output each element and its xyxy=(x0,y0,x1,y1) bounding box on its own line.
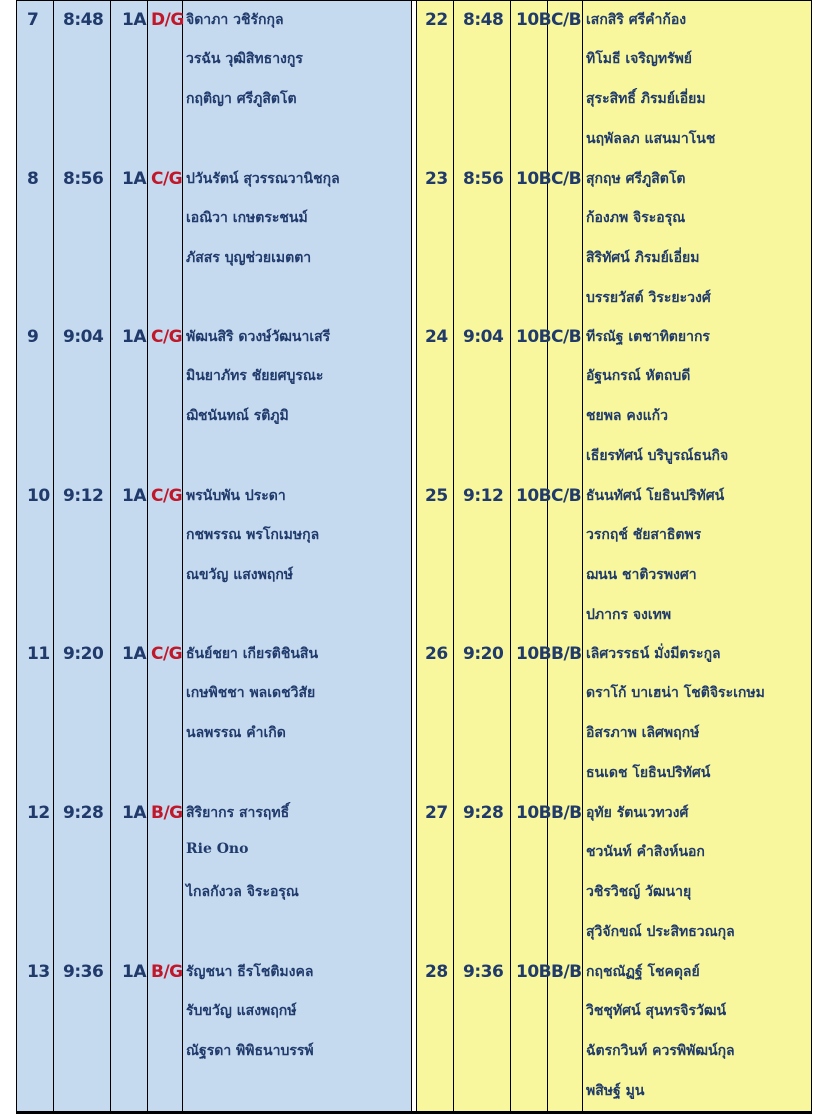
player-name: วรฉัน วุฒิสิทธางกูร xyxy=(186,51,303,67)
category-code: C/G xyxy=(151,485,183,506)
start-hole-cell xyxy=(111,477,148,636)
group-number-cell xyxy=(17,635,54,794)
tee-time-cell xyxy=(454,953,511,1112)
player-name: นลพรรณ คำเกิด xyxy=(186,725,286,742)
player-name: ณัฐรดา พิพิธนาบรรพ์ xyxy=(186,1042,314,1059)
category-code: C/B xyxy=(551,485,582,506)
player-name: ทีรณัฐ เตชาทิตยากร xyxy=(586,329,710,346)
start-hole: 1A xyxy=(122,168,146,189)
start-hole: 1A xyxy=(122,961,146,982)
category-code-cell xyxy=(548,1,583,160)
player-name: รัญชนา ธีรโชติมงคล xyxy=(186,963,314,980)
player-name: พสิษฐ์ มูน xyxy=(586,1082,645,1099)
player-name: ปภากร จงเทพ xyxy=(586,606,672,623)
category-code-cell xyxy=(148,1,183,160)
tee-time-schedule xyxy=(16,0,812,1114)
tee-time: 8:48 xyxy=(463,10,504,30)
tee-time-cell xyxy=(454,1,511,160)
group-number: 28 xyxy=(425,961,448,982)
player-name: นฤพัลลภ แสนมาโนช xyxy=(586,131,716,147)
start-hole-cell xyxy=(511,318,552,477)
category-code: B/G xyxy=(151,961,183,982)
category-code-cell xyxy=(148,318,183,477)
tee-time: 9:28 xyxy=(63,803,104,823)
player-name: ไกลกังวล จิระอรุณ xyxy=(186,884,299,900)
start-hole: 10B xyxy=(516,961,552,982)
tee-time-cell xyxy=(454,635,511,794)
group-number-cell xyxy=(417,1,454,160)
category-code: C/B xyxy=(551,168,582,189)
start-hole-cell xyxy=(111,1,148,160)
tee-time: 9:12 xyxy=(63,485,104,506)
category-code: C/B xyxy=(551,10,582,30)
start-hole: 10B xyxy=(516,10,552,30)
left-group-panel xyxy=(16,953,412,1112)
start-hole-cell xyxy=(511,477,552,636)
category-code: C/G xyxy=(151,327,183,348)
tee-time: 9:04 xyxy=(63,327,104,348)
tee-time-cell xyxy=(54,794,111,953)
group-number-cell xyxy=(17,477,54,636)
start-hole: 10B xyxy=(516,644,552,665)
tee-time: 9:36 xyxy=(463,961,504,982)
group-number: 22 xyxy=(425,10,448,30)
category-code-cell xyxy=(148,635,183,794)
left-group-panel xyxy=(16,160,412,319)
player-name: อัฐนกรณ์ หัตถบดี xyxy=(586,368,691,385)
category-code-cell xyxy=(548,160,583,319)
left-group-panel xyxy=(16,635,412,794)
start-hole: 1A xyxy=(122,644,146,665)
category-code-cell xyxy=(548,953,583,1112)
group-number-cell xyxy=(417,953,454,1112)
player-name: สุระสิทธิ์ ภิรมย์เอี่ยม xyxy=(586,91,706,107)
player-name: อุทัย รัตนเวทวงศ์ xyxy=(586,805,689,821)
player-name: วรกฤช์ ชัยสาธิตพร xyxy=(586,526,702,543)
group-number-cell xyxy=(17,318,54,477)
player-name: ชยพล คงแก้ว xyxy=(586,408,668,425)
category-code-cell xyxy=(148,794,183,953)
tee-time-cell xyxy=(454,477,511,636)
category-code-cell xyxy=(548,477,583,636)
category-code: D/G xyxy=(151,10,184,30)
right-group-panel xyxy=(416,794,812,953)
group-number-cell xyxy=(17,794,54,953)
tee-time-cell xyxy=(454,794,511,953)
start-hole-cell xyxy=(511,794,552,953)
group-number: 8 xyxy=(27,168,39,189)
category-code-cell xyxy=(148,953,183,1112)
player-name: ก้องภพ จิระอรุณ xyxy=(586,209,686,226)
start-hole: 10B xyxy=(516,485,552,506)
category-code: C/G xyxy=(151,168,183,189)
group-number: 23 xyxy=(425,168,448,189)
player-name: ธันย์ชยา เกียรติชินสิน xyxy=(186,646,319,663)
player-name: ทิโมธี เจริญทรัพย์ xyxy=(586,51,693,67)
player-name: สิริทัศน์ ภิรมย์เอี่ยม xyxy=(586,249,700,266)
group-number: 12 xyxy=(27,803,50,823)
tee-time-cell xyxy=(54,160,111,319)
tee-time: 9:20 xyxy=(463,644,504,665)
group-number-cell xyxy=(417,794,454,953)
right-group-panel xyxy=(416,477,812,636)
schedule-row xyxy=(16,477,812,637)
group-number-cell xyxy=(417,477,454,636)
tee-time-cell xyxy=(454,160,511,319)
right-group-panel xyxy=(416,635,812,794)
schedule-row xyxy=(16,794,812,954)
start-hole-cell xyxy=(511,160,552,319)
group-number: 7 xyxy=(27,10,39,30)
category-code-cell xyxy=(148,160,183,319)
start-hole: 1A xyxy=(122,803,146,823)
player-name: Rie Ono xyxy=(186,841,249,857)
start-hole-cell xyxy=(111,953,148,1112)
player-name: ธนเดช โยธินปริทัศน์ xyxy=(586,765,711,782)
category-code-cell xyxy=(548,635,583,794)
category-code: C/G xyxy=(151,644,183,665)
start-hole: 1A xyxy=(122,485,146,506)
start-hole: 1A xyxy=(122,10,146,30)
player-name: เกษพิชชา พลเดชวิสัย xyxy=(186,685,316,702)
player-name: วชิรวิชญ์ วัฒนายุ xyxy=(586,884,692,900)
right-group-panel xyxy=(416,953,812,1112)
schedule-row xyxy=(16,318,812,478)
player-name: กฤติญา ศรีภูสิตโต xyxy=(186,91,297,107)
player-name: เสกสิริ ศรีคำก้อง xyxy=(586,12,687,28)
right-group-panel xyxy=(416,160,812,319)
group-number: 26 xyxy=(425,644,448,665)
category-code-cell xyxy=(148,477,183,636)
player-name: ภัสสร บุญช่วยเมตตา xyxy=(186,249,312,266)
player-name: กชพรรณ พรโกเมษกุล xyxy=(186,526,320,543)
group-number-cell xyxy=(417,318,454,477)
category-code: B/G xyxy=(151,803,183,823)
group-number: 9 xyxy=(27,327,39,348)
schedule-row xyxy=(16,160,812,320)
tee-time: 9:36 xyxy=(63,961,104,982)
player-name: ณขวัญ แสงพฤกษ์ xyxy=(186,566,294,583)
player-name: สิริยากร สารฤทธิ์ xyxy=(186,805,290,821)
tee-time-cell xyxy=(54,635,111,794)
player-name: ดราโก้ บาเฮน่า โชติจิระเกษม xyxy=(586,685,765,702)
tee-time-cell xyxy=(54,477,111,636)
tee-time: 8:56 xyxy=(463,168,504,189)
player-name: วิชชุทัศน์ สุนทรจิรวัฒน์ xyxy=(586,1002,727,1019)
group-number-cell xyxy=(417,160,454,319)
player-name: เอณิวา เกษตระชนม์ xyxy=(186,209,308,226)
start-hole: 10B xyxy=(516,327,552,348)
tee-time: 9:20 xyxy=(63,644,104,665)
tee-time-cell xyxy=(54,318,111,477)
right-group-panel xyxy=(416,318,812,477)
tee-time: 9:04 xyxy=(463,327,504,348)
group-number: 24 xyxy=(425,327,448,348)
player-name: ฌนน ชาติวรพงศา xyxy=(586,566,697,583)
player-name: รับขวัญ แสงพฤกษ์ xyxy=(186,1002,297,1019)
start-hole-cell xyxy=(111,794,148,953)
player-name: สุวิจักขณ์ ประสิทธวณกุล xyxy=(586,924,735,940)
player-name: ชวนันท์ คำสิงห์นอก xyxy=(586,844,705,860)
start-hole-cell xyxy=(511,635,552,794)
category-code: C/B xyxy=(551,327,582,348)
start-hole: 10B xyxy=(516,168,552,189)
player-name: มินยาภัทร ชัยยศบูรณะ xyxy=(186,368,324,385)
group-number-cell xyxy=(17,1,54,160)
start-hole-cell xyxy=(511,1,552,160)
tee-time-cell xyxy=(454,318,511,477)
category-code: B/B xyxy=(551,644,582,665)
left-group-panel xyxy=(16,477,412,636)
player-name: พัฒนสิริ ดวงษ์วัฒนาเสรี xyxy=(186,329,331,346)
player-name: จิดาภา วชิรักกุล xyxy=(186,12,284,28)
schedule-row xyxy=(16,635,812,795)
player-name: กฤชณัฏฐ์ โชคดุลย์ xyxy=(586,963,700,980)
player-name: เธียรทัศน์ บริบูรณ์ธนกิจ xyxy=(586,448,729,465)
category-code: B/B xyxy=(551,803,582,823)
tee-time: 8:48 xyxy=(63,10,104,30)
player-name: พรนับพัน ประดา xyxy=(186,487,286,504)
player-name: สุกฤษ ศรีภูสิตโต xyxy=(586,170,686,187)
tee-time: 8:56 xyxy=(63,168,104,189)
start-hole: 10B xyxy=(516,803,552,823)
start-hole-cell xyxy=(111,160,148,319)
group-number: 11 xyxy=(27,644,50,665)
group-number-cell xyxy=(17,160,54,319)
group-number: 10 xyxy=(27,485,50,506)
player-name: เลิศวรรธน์ มั่งมีตระกูล xyxy=(586,646,721,663)
group-number: 13 xyxy=(27,961,50,982)
player-name: ปวันรัตน์ สุวรรณวานิชกุล xyxy=(186,170,340,187)
tee-time: 9:12 xyxy=(463,485,504,506)
schedule-row xyxy=(16,953,812,1113)
start-hole-cell xyxy=(111,318,148,477)
start-hole-cell xyxy=(511,953,552,1112)
start-hole: 1A xyxy=(122,327,146,348)
player-name: ฌิชนันทณ์ รติภูมิ xyxy=(186,408,289,425)
group-number-cell xyxy=(417,635,454,794)
player-name: ธันนทัศน์ โยธินปริทัศน์ xyxy=(586,487,725,504)
tee-time-cell xyxy=(54,1,111,160)
category-code: B/B xyxy=(551,961,582,982)
group-number: 27 xyxy=(425,803,448,823)
category-code-cell xyxy=(548,794,583,953)
group-number: 25 xyxy=(425,485,448,506)
left-group-panel xyxy=(16,1,412,160)
tee-time-cell xyxy=(54,953,111,1112)
tee-time: 9:28 xyxy=(463,803,504,823)
group-number-cell xyxy=(17,953,54,1112)
player-name: บรรยวัสต์ วิระยะวงศ์ xyxy=(586,289,711,306)
category-code-cell xyxy=(548,318,583,477)
start-hole-cell xyxy=(111,635,148,794)
left-group-panel xyxy=(16,794,412,953)
player-name: อิสรภาพ เลิศพฤกษ์ xyxy=(586,725,700,742)
right-group-panel xyxy=(416,1,812,160)
player-name: ฉัตรกวินท์ ควรพิพัฒน์กุล xyxy=(586,1042,735,1059)
left-group-panel xyxy=(16,318,412,477)
schedule-row xyxy=(16,1,812,161)
